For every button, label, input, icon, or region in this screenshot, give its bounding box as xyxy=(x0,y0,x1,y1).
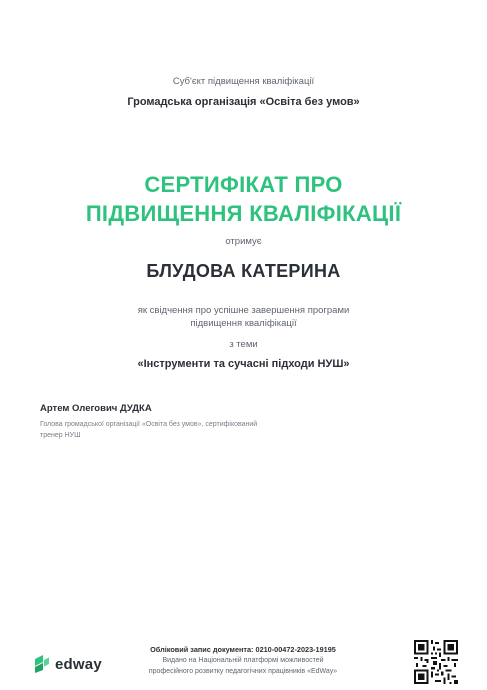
issued-line1: Видано на Національній платформі можливостей xyxy=(162,657,324,664)
receives-label: отримує xyxy=(225,236,262,247)
signer-role xyxy=(40,419,295,441)
issued-line2: професійного розвитку педагогічних працівників «EdWay» xyxy=(148,668,338,675)
confirmation-text xyxy=(0,304,487,330)
edway-logo-icon xyxy=(34,654,50,674)
document-record: Обліковий запис документа: 0210-00472-2023-19195 xyxy=(150,645,336,654)
confirmation-line2: підвищення кваліфікації xyxy=(190,318,297,329)
recipient-name: БЛУДОВА КАТЕРИНА xyxy=(146,261,341,281)
subject-label: Суб'єкт підвищення кваліфікації xyxy=(172,76,315,87)
topic-title: «Інструменти та сучасні підходи НУШ» xyxy=(137,358,350,370)
confirmation-line1: як свідчення про успішне завершення програми xyxy=(137,305,350,316)
certificate-title xyxy=(0,170,487,228)
certificate-title-line2: ПІДВИЩЕННЯ КВАЛІФІКАЦІЇ xyxy=(85,201,402,226)
signer-block xyxy=(40,403,320,441)
document-info xyxy=(128,644,358,677)
subject-organization: Громадська організація «Освіта без умов» xyxy=(127,96,360,108)
signer-role-line2: тренер НУШ xyxy=(40,432,81,439)
signer-name: Артем Олегович ДУДКА xyxy=(40,403,152,414)
edway-logo xyxy=(34,652,102,676)
certificate-title-line1: СЕРТИФІКАТ ПРО xyxy=(144,172,343,197)
qr-code-icon xyxy=(414,640,458,684)
topic-label: з теми xyxy=(229,339,258,350)
edway-logo-text: edway xyxy=(55,655,102,673)
signer-role-line1: Голова громадської організації «Освіта без умов», сертифікований xyxy=(40,421,258,428)
